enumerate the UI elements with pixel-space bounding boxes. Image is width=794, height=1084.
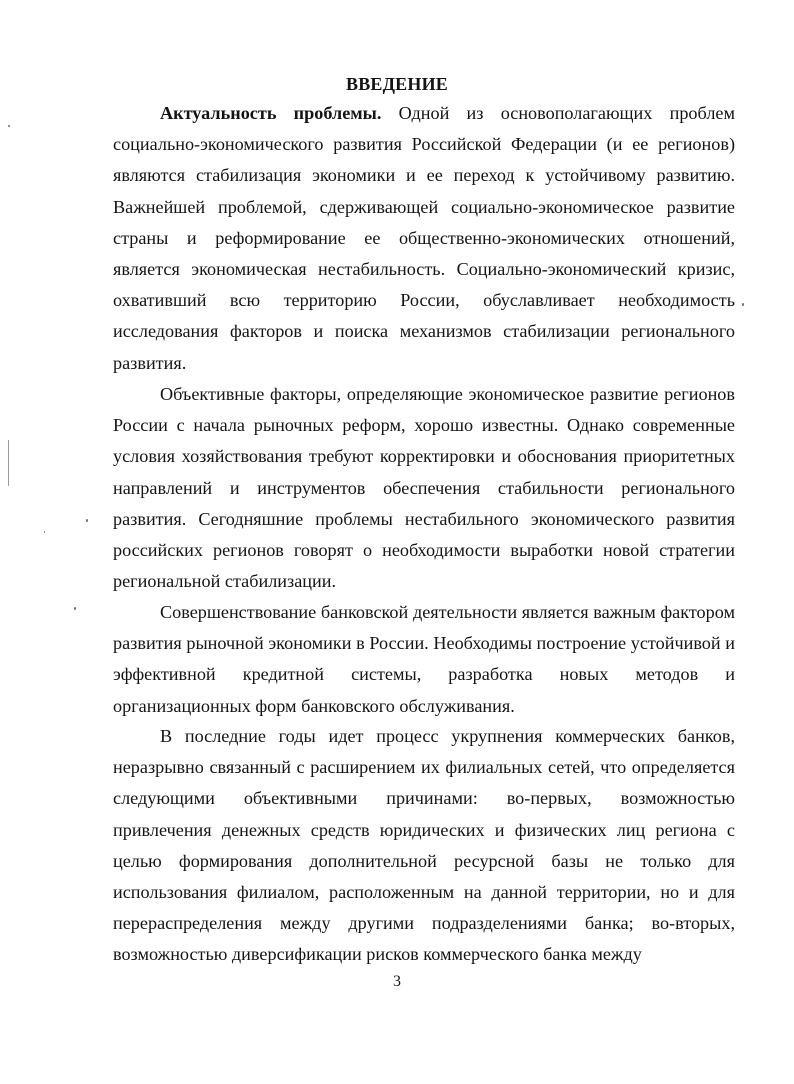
- paragraph-banking: Совершенствование банковской деятельности является важным фактором развития рыночной экономики в России. Необходимы построение устойчивой и эффективной кредитной системы, разработка новых методов и организационных форм банковского обслуживания.: [113, 602, 735, 716]
- paragraph-lead: Актуальность проблемы.: [160, 103, 382, 123]
- paragraph-consolidation: В последние годы идет процесс укрупнения коммерческих банков, неразрывно связанный с расширением их филиальных сетей, что определяется следующими объективными причинами: во-первых, возможностью привлечения денежных средств юридических и физических лиц региона с целью формирования дополнительной ресурсной базы не только для использования филиалом, расположенным на данной территории, но и для перераспределения между другими подразделениями банка; во-вторых, возможностью диверсификации рисков коммерческого банка между: [113, 726, 735, 965]
- scan-margin-mark: [8, 440, 9, 486]
- scan-speck: [742, 303, 744, 306]
- scan-speck: [8, 125, 10, 127]
- page-number: 3: [393, 973, 401, 990]
- paragraph-relevance: [113, 98, 735, 379]
- paragraph-factors: Объективные факторы, определяющие экономическое развитие регионов России с начала рыночных реформ, хорошо известны. Однако современные условия хозяйствования требуют корректировки и обоснования приоритетных направлений и инструментов обеспечения стабильности регионального развития. Сегодняшние проблемы нестабильного экономического развития российских регионов говорят о необходимости выработки новой стратегии региональной стабилизации.: [113, 384, 735, 592]
- section-heading: ВВЕДЕНИЕ: [345, 74, 448, 94]
- paragraph-text: Одной из основополагающих проблем социально-экономического развития Российской Федерации (и ее регионов) являются стабилизация экономики и ее переход к устойчивому развитию. Важнейшей проблемой, сдерживающей социально-экономическое развитие страны и реформирование ее общественно-экономических отношений, является экономическая нестабильность. Социально-экономический кризис, охвативший всю территорию России, обуславливает необходимость исследования факторов и поиска механизмов стабилизации регионального развития.: [113, 103, 735, 373]
- scan-speck: [86, 519, 88, 522]
- scan-speck: [74, 607, 76, 610]
- scan-speck: [44, 531, 45, 533]
